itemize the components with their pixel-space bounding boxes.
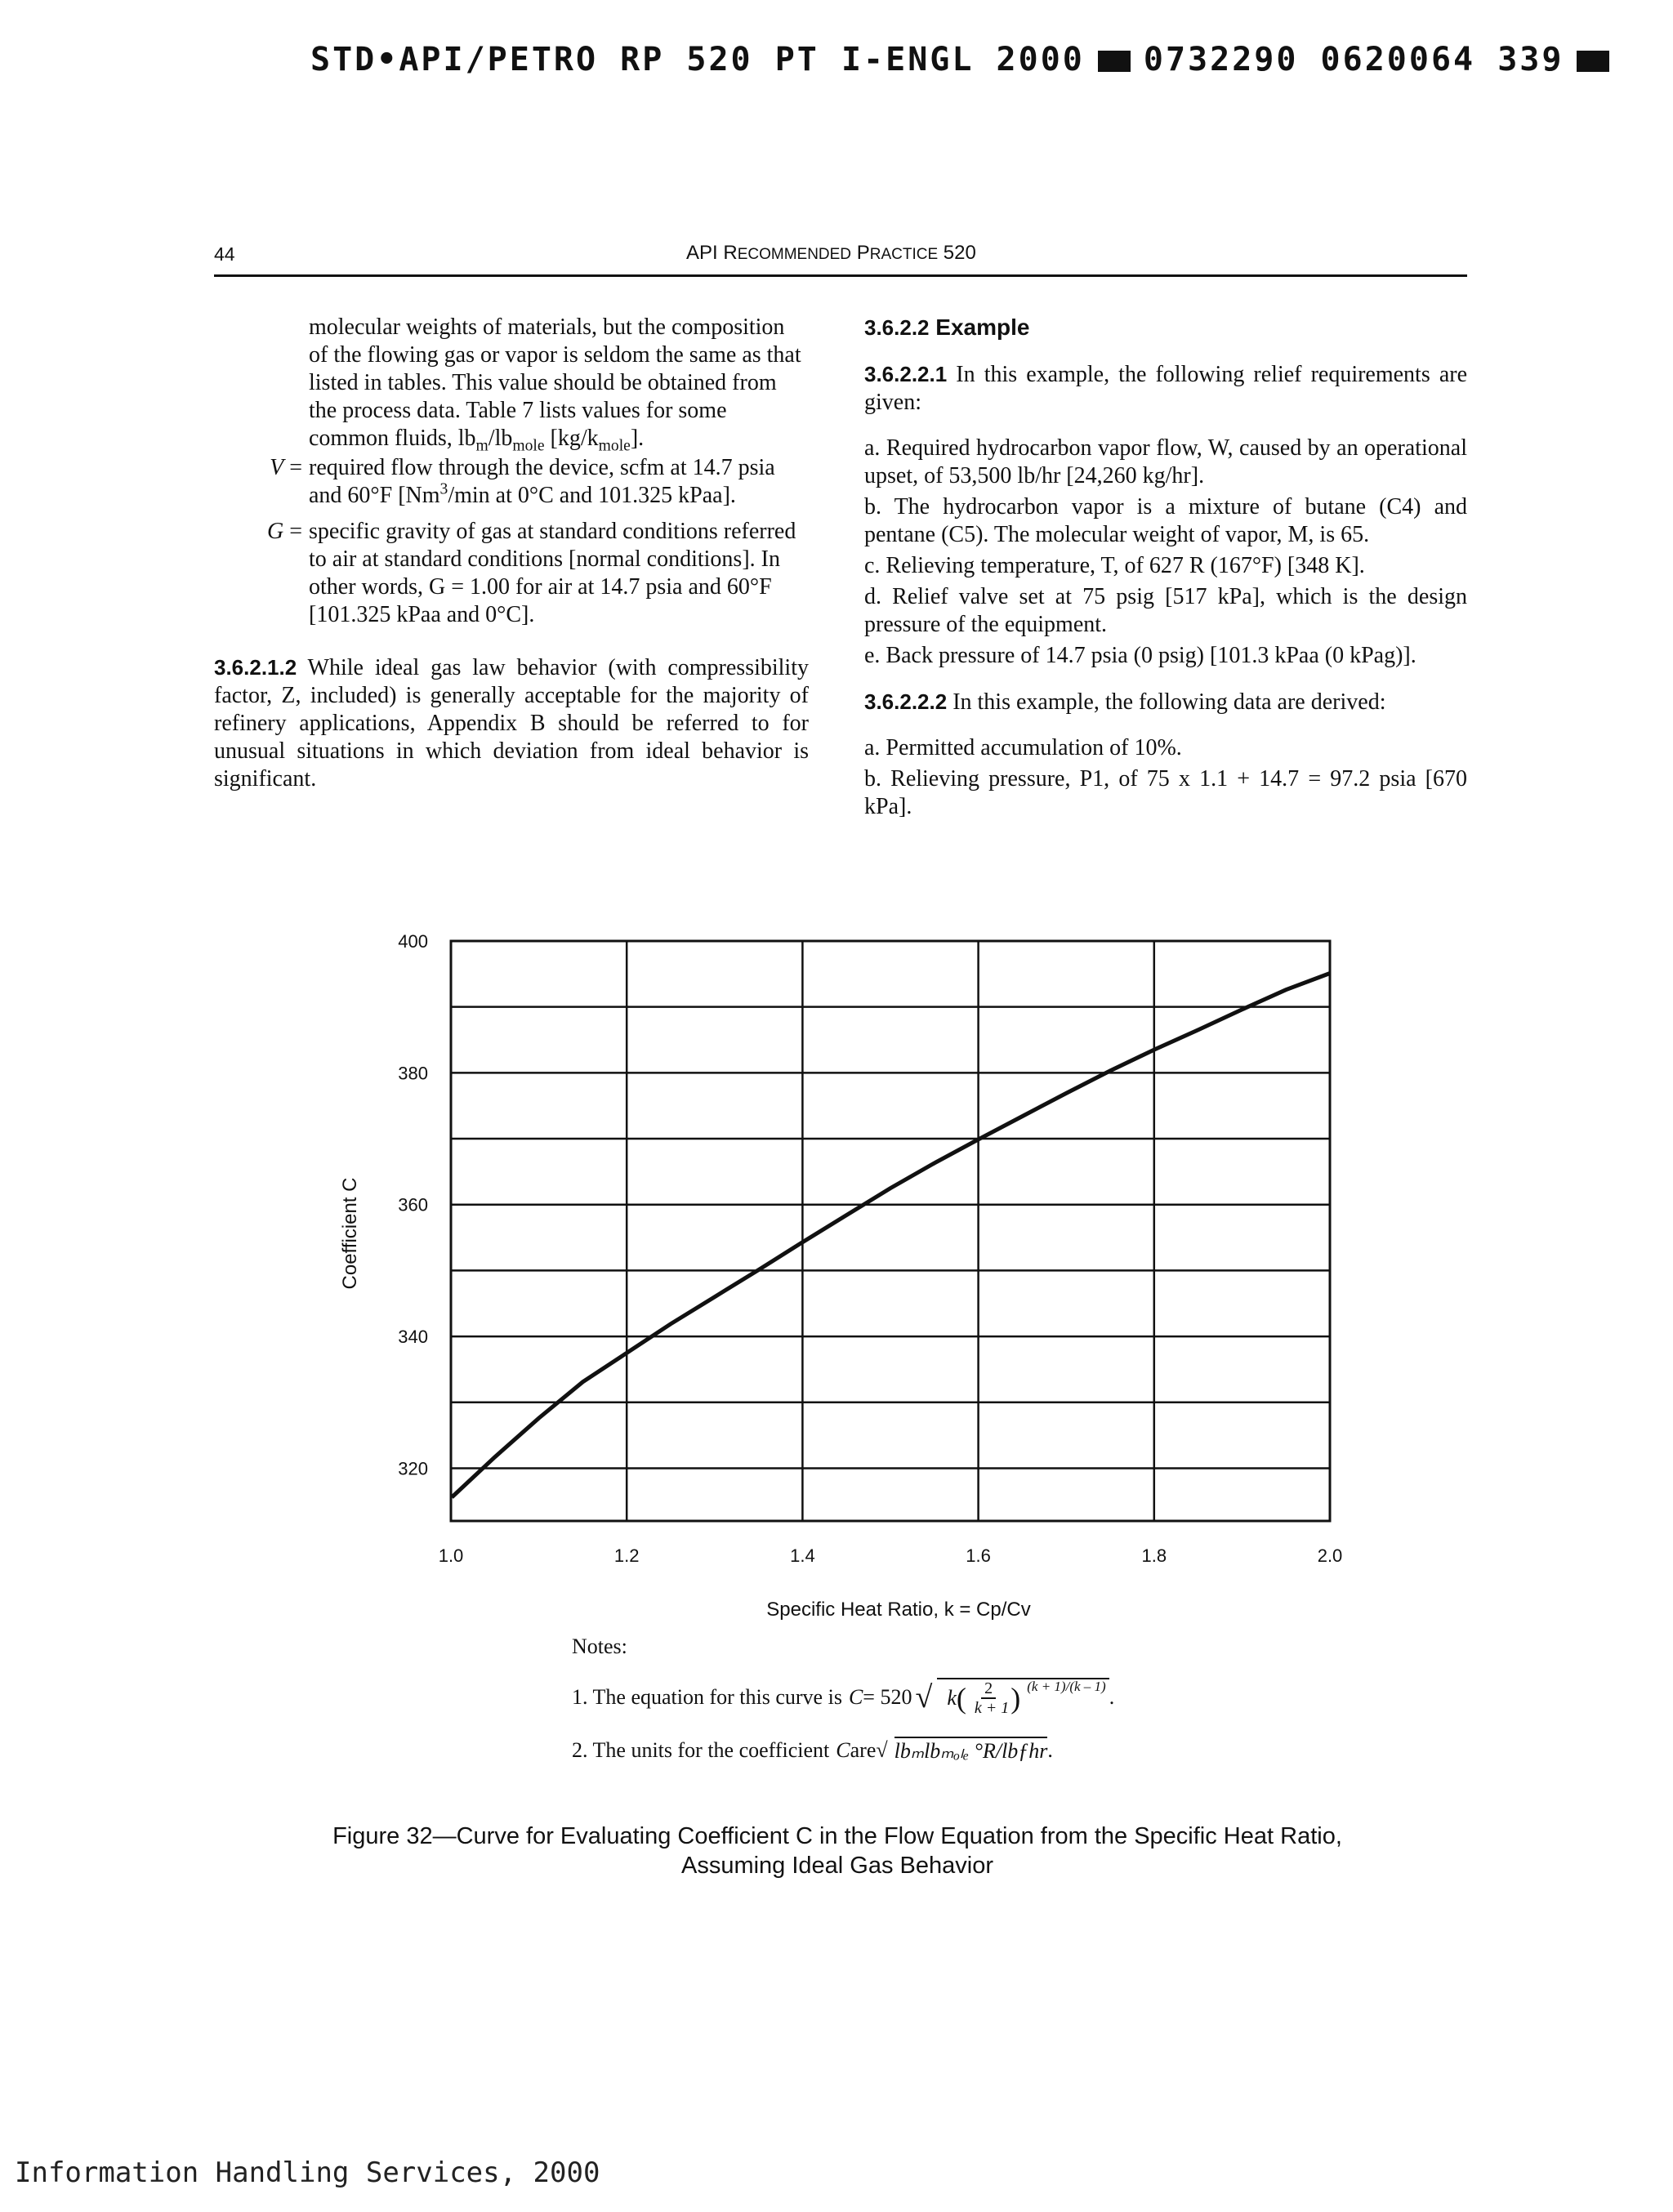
- note-text: .: [1047, 1738, 1053, 1762]
- y-tick-label: 400: [398, 931, 428, 952]
- notes-title: Notes:: [572, 1634, 627, 1658]
- list-item: b. Relieving pressure, P1, of 75 x 1.1 + 14.7 = 97.2 psia [670 kPa].: [864, 766, 1467, 819]
- list-item: a. Permitted accumulation of 10%.: [864, 735, 1182, 760]
- y-tick-label: 320: [398, 1458, 428, 1479]
- definition-text: /min at 0°C and 101.325 kPaa].: [448, 483, 736, 508]
- formula-text: = 520: [863, 1685, 912, 1709]
- formula-symbol: k: [947, 1686, 957, 1710]
- list-item: a. Required hydrocarbon vapor flow, W, caused by an operational upset, of 53,500 lb/hr [24,260 kg/hr].: [864, 435, 1467, 488]
- section-number: 3.6.2.2: [864, 315, 930, 340]
- superscript: 3: [439, 480, 448, 498]
- radical-sign: √: [915, 1680, 933, 1715]
- figure-caption: [245, 1822, 1430, 1880]
- definition-text: molecular weights of materials, but the composition of the flowing gas or vapor is seldom the same as that listed in tables. This value should be obtained from the process data. Table 7 lists values for some common fluids, lb: [309, 314, 801, 451]
- x-tick-label: 1.8: [1141, 1545, 1167, 1566]
- running-head-part: ECOMMENDED: [737, 246, 852, 263]
- formula-fraction: [968, 1679, 1009, 1717]
- running-head-part: P: [851, 242, 870, 264]
- units-expression: lbₘlbₘₒₗₑ °R/lbƒhr: [894, 1737, 1048, 1764]
- y-axis-label: Coefficient C: [339, 1177, 361, 1290]
- note-text: are: [850, 1738, 877, 1762]
- y-tick-label: 380: [398, 1063, 428, 1084]
- formula-symbol: C: [848, 1685, 863, 1709]
- caption-line: Assuming Ideal Gas Behavior: [680, 1853, 994, 1879]
- note-text: 1. The equation for this curve is: [572, 1685, 842, 1709]
- definition-text: [kg/k: [544, 426, 599, 451]
- x-tick-label: 2.0: [1317, 1545, 1343, 1566]
- running-head-part: API R: [686, 242, 738, 264]
- paragraph-text: In this example, the following relief requirements are given:: [864, 362, 1467, 415]
- equals: =: [283, 519, 302, 544]
- list-item: c. Relieving temperature, T, of 627 R (167°F) [348 K].: [864, 553, 1365, 578]
- section-title: Example: [929, 314, 1030, 340]
- note-text: 2. The units for the coefficient: [572, 1738, 830, 1762]
- subscript: mole: [512, 437, 545, 455]
- y-tick-label: 360: [398, 1194, 428, 1215]
- fraction-denominator: k + 1: [974, 1699, 1010, 1717]
- definition-text: specific gravity of gas at standard conditions referred to air at standard conditions [normal conditions]. In other words, G = 1.00 for air at 14.7 psia and 60°F [101.325 kPaa and 0°C].: [309, 519, 796, 627]
- fraction-numerator: 2: [981, 1679, 996, 1699]
- figure-notes: [572, 1634, 1114, 1784]
- note-text: .: [1109, 1685, 1115, 1709]
- document-code-text: 0732290 0620064 339: [1143, 41, 1564, 78]
- paren-open: (: [956, 1682, 966, 1715]
- paragraph-text: In this example, the following data are derived:: [947, 689, 1386, 715]
- note-2: [572, 1737, 1114, 1764]
- document-id-text: STD•API/PETRO RP 520 PT I-ENGL 2000: [310, 41, 1085, 78]
- note-1: [572, 1678, 1114, 1717]
- running-head-part: RACTICE: [869, 246, 939, 263]
- definition-text: required flow through the device, scfm at 14.7 psia and 60°F [Nm: [309, 455, 775, 508]
- paragraph-text: While ideal gas law behavior (with compressibility factor, Z, included) is generally acceptable for the majority of refinery applications, Appendix B should be referred to for unusual situations in which deviation from ideal behavior is significant.: [214, 655, 809, 792]
- symbol: G: [266, 519, 284, 544]
- list-item: e. Back pressure of 14.7 psia (0 psig) [101.3 kPaa (0 kPag)].: [864, 643, 1416, 668]
- footer-credit: Information Handling Services, 2000: [15, 2156, 600, 2189]
- x-tick-label: 1.6: [966, 1545, 991, 1566]
- radical-sign: √: [876, 1738, 888, 1762]
- x-tick-label: 1.0: [438, 1545, 464, 1566]
- symbol: V: [270, 455, 284, 480]
- list-item: b. The hydrocarbon vapor is a mixture of butane (C4) and pentane (C5). The molecular weight of vapor, M, is 65.: [864, 494, 1467, 547]
- equals: =: [283, 455, 302, 480]
- definition-text: ].: [630, 426, 645, 451]
- paragraph-number: 3.6.2.2.1: [864, 362, 948, 386]
- paragraph-number: 3.6.2.1.2: [214, 655, 297, 680]
- formula-symbol: C: [836, 1738, 850, 1762]
- x-tick-labels: [439, 1545, 1343, 1566]
- x-axis-label: Specific Heat Ratio, k = Cp/Cv: [766, 1599, 1031, 1621]
- paren-close: ): [1010, 1682, 1021, 1715]
- caption-line: Figure 32—Curve for Evaluating Coefficient C in the Flow Equation from the Specific Heat Ratio,: [332, 1823, 1342, 1849]
- page-number: 44: [214, 243, 235, 265]
- x-tick-label: 1.2: [613, 1545, 640, 1566]
- formula-radical: k ( $\frac{2}{k + 1}$ ) $^{(k + 1)/(k - 1)}$: [937, 1678, 1109, 1717]
- paragraph-number: 3.6.2.2.2: [864, 689, 948, 714]
- coefficient-curve: [452, 974, 1330, 1498]
- subscript: m: [475, 437, 489, 455]
- y-tick-labels: [398, 931, 428, 1478]
- list-item: d. Relief valve set at 75 psig [517 kPa], which is the design pressure of the equipment.: [864, 584, 1467, 637]
- running-head-part: 520: [938, 242, 976, 264]
- x-tick-label: 1.4: [790, 1545, 815, 1566]
- y-tick-label: 340: [398, 1327, 428, 1348]
- subscript: mole: [598, 437, 631, 455]
- definition-text: /lb: [488, 426, 513, 451]
